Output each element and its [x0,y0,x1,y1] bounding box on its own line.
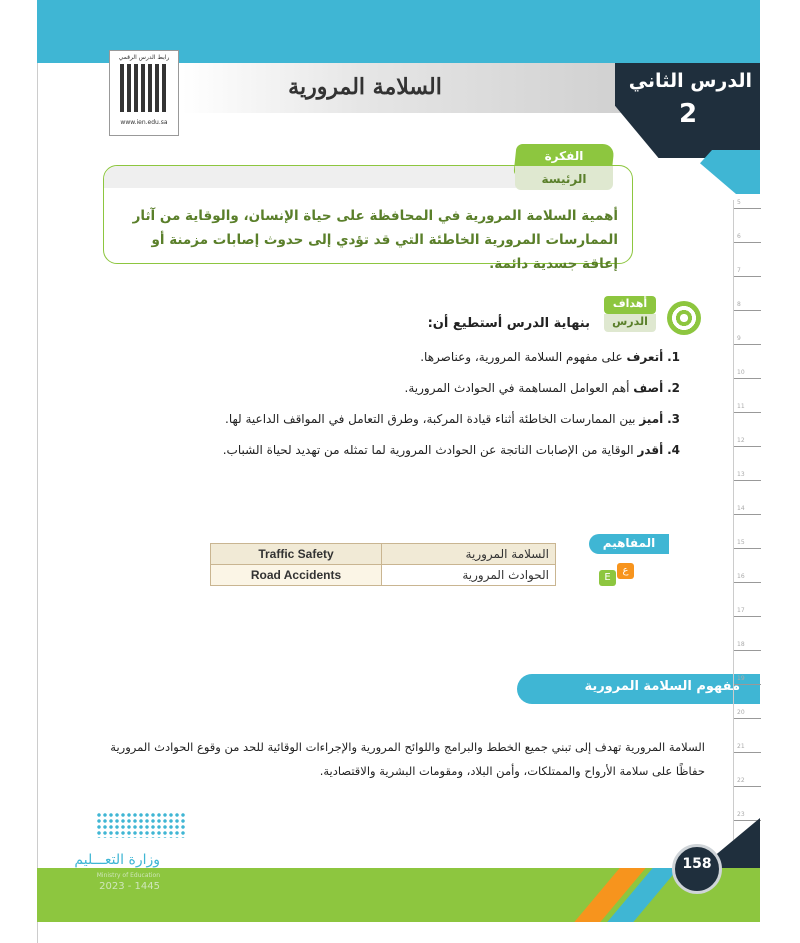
page-margin-line [37,0,38,943]
main-idea-header-strip [104,166,516,188]
page-number: 158 [682,856,712,872]
goals-intro: بنهاية الدرس أستطيع أن: [427,316,590,331]
ruler-tick [734,480,761,481]
qr-code-icon[interactable] [120,64,168,112]
goal-item [180,350,680,364]
ruler-tick [734,582,761,583]
ruler-tick [734,412,761,413]
ruler-number: 18 [737,641,745,648]
section-body: السلامة المرورية تهدف إلى تبني جميع الخطط والبرامج واللوائح المرورية والإجراءات الوقائية للحد من وقوع الحوادث المرورية حفاظًا على سلامة الأرواح والممتلكات، وأمن البلاد، ومقومات البشرية والاقتصادية. [110,740,705,778]
ruler-tick [734,208,761,209]
ruler-number: 6 [737,233,741,240]
goal-item [180,443,680,457]
ruler-number: 7 [737,267,741,274]
goal-number: 2. [667,381,680,395]
goal-text: الوقاية من الإصابات الناتجة عن الحوادث المرورية لما تمثله من تهديد لحياة الشباب. [222,443,638,457]
qr-title: رابط الدرس الرقمي [118,54,170,61]
goal-text: أهم العوامل المساهمة في الحوادث المرورية. [404,381,634,395]
ministry-logo-icon [96,812,186,838]
ruler-number: 5 [737,199,741,206]
goal-verb: أميز [639,412,664,426]
goal-number: 1. [667,350,680,364]
ruler-tick [734,276,761,277]
ruler-number: 23 [737,811,745,818]
ruler-number: 12 [737,437,745,444]
ruler-tick [734,548,761,549]
ruler-tick [734,650,761,651]
goal-verb: أتعرف [626,350,664,364]
ruler-tick [734,242,761,243]
ruler-number: 19 [737,675,745,682]
goal-verb: أقدر [637,443,664,457]
ruler-number: 9 [737,335,741,342]
ruler-number: 10 [737,369,745,376]
goal-number: 3. [667,412,680,426]
ruler-tick [734,616,761,617]
ruler-tick [734,446,761,447]
ruler-tick [734,786,761,787]
ruler-number: 22 [737,777,745,784]
ruler-number: 14 [737,505,745,512]
ruler-number: 16 [737,573,745,580]
term-en: Traffic Safety [211,544,382,565]
page-title: السلامة المرورية [288,74,442,100]
qr-code-box[interactable] [109,50,179,136]
qr-url: www.ien.edu.sa [120,119,168,126]
ruler-number: 15 [737,539,745,546]
ruler-number: 21 [737,743,745,750]
arabic-letter-icon: ع [617,563,634,579]
side-ruler [733,200,761,840]
goal-item [180,412,680,426]
goal-text: بين الممارسات الخاطئة أثناء قيادة المركبة، وطرق التعامل في المواقف الداعية لها. [225,412,640,426]
ruler-tick [734,752,761,753]
english-letter-icon: E [599,570,616,586]
main-idea-label-2: الرئيسة [541,172,587,186]
table-row [211,544,556,565]
concepts-table [210,543,556,586]
ruler-tick [734,514,761,515]
ruler-tick [734,378,761,379]
ruler-number: 17 [737,607,745,614]
main-idea-text: أهمية السلامة المرورية في المحافظة على حياة الإنسان، والوقاية من آثار الممارسات المرورية الخاطئة التي قد تؤدي إلى حدوث إصابات مزمنة أو إعاقة جسدية دائمة. [132,208,618,272]
table-row [211,565,556,586]
goals-label-2: الدرس [612,315,648,328]
ruler-number: 20 [737,709,745,716]
ruler-number: 11 [737,403,745,410]
ruler-tick [734,344,761,345]
lesson-number: 2 [678,99,698,129]
goal-text: على مفهوم السلامة المرورية، وعناصرها. [420,350,627,364]
term-ar: الحوادث المرورية [382,565,556,586]
concepts-label: المفاهيم [602,536,656,550]
section-title: مفهوم السلامة المرورية [584,679,740,694]
main-idea-label-1: الفكرة [544,149,584,163]
edition-year: 2023 - 1445 [99,881,160,892]
ruler-tick [734,310,761,311]
ruler-tick [734,684,761,685]
goal-item [180,381,680,395]
target-icon [667,301,701,335]
term-ar: السلامة المرورية [382,544,556,565]
goal-number: 4. [667,443,680,457]
ministry-name: وزارة التعـــليم [74,852,160,868]
ruler-number: 13 [737,471,745,478]
goal-verb: أصف [633,381,664,395]
ruler-number: 8 [737,301,741,308]
goals-label-1: أهداف [612,297,648,310]
ministry-name-en: Ministry of Education [96,872,160,879]
decorative-shape [700,150,760,194]
ruler-tick [734,718,761,719]
term-en: Road Accidents [211,565,382,586]
lesson-label: الدرس الثاني [628,70,752,92]
